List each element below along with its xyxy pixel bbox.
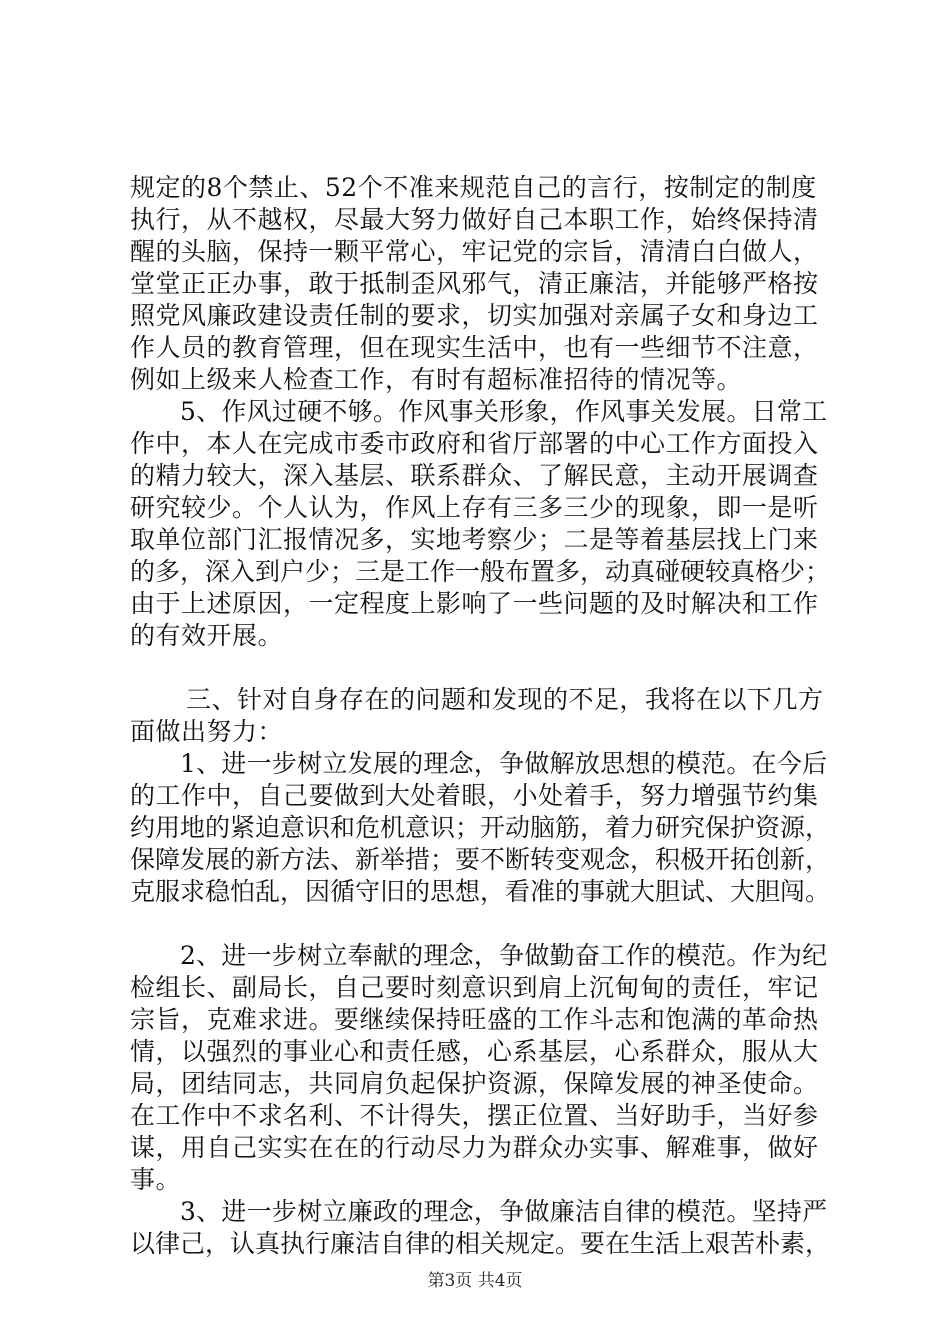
text-line: 取单位部门汇报情况多，实地考察少；二是等着基层找上门来 — [130, 525, 819, 554]
text-line: 三、针对自身存在的问题和发现的不足，我将在以下几方 — [186, 685, 824, 714]
text-line: 由于上述原因，一定程度上影响了一些问题的及时解决和工作 — [130, 589, 819, 618]
section-heading — [130, 684, 830, 748]
text-line: 5、作风过硬不够。作风事关形象，作风事关发展。日常工 — [180, 397, 828, 426]
text-line: 保障发展的新方法、新举措；要不断转变观念，积极开拓创新， — [130, 845, 831, 874]
text-line: 宗旨，克难求进。要继续保持旺盛的工作斗志和饱满的革命热 — [130, 1005, 819, 1034]
text-line — [130, 652, 830, 684]
text-line: 1、进一步树立发展的理念，争做解放思想的模范。在今后 — [180, 749, 828, 778]
paragraph — [130, 940, 830, 1196]
paragraph — [130, 1196, 830, 1260]
paragraph — [130, 748, 830, 908]
text-line: 局，团结同志，共同肩负起保护资源，保障发展的神圣使命。 — [130, 1069, 819, 1098]
text-line: 研究较少。个人认为，作风上存有三多三少的现象，即一是听 — [130, 493, 819, 522]
paragraph — [130, 172, 830, 396]
text-line: 的多，深入到户少；三是工作一般布置多，动真碰硬较真格少； — [130, 557, 831, 586]
text-line: 约用地的紧迫意识和危机意识；开动脑筋，着力研究保护资源， — [130, 813, 831, 842]
paragraph — [130, 396, 830, 684]
body-text — [130, 172, 830, 1260]
text-line: 执行，从不越权，尽最大努力做好自己本职工作，始终保持清 — [130, 205, 819, 234]
text-line: 规定的8个禁止、52个不准来规范自己的言行，按制定的制度 — [130, 173, 817, 202]
text-line: 情，以强烈的事业心和责任感，心系基层，心系群众，服从大 — [130, 1037, 819, 1066]
text-line: 在工作中不求名利、不计得失，摆正位置、当好助手，当好参 — [130, 1101, 819, 1130]
text-line: 的工作中，自己要做到大处着眼，小处着手，努力增强节约集 — [130, 781, 819, 810]
text-line: 面做出努力： — [130, 717, 284, 746]
text-line: 的精力较大，深入基层、联系群众、了解民意，主动开展调查 — [130, 461, 819, 490]
text-line: 3、进一步树立廉政的理念，争做廉洁自律的模范。坚持严 — [180, 1197, 828, 1226]
text-line: 例如上级来人检查工作，有时有超标准招待的情况等。 — [130, 365, 743, 394]
text-line: 事。 — [130, 1165, 182, 1194]
text-line: 2、进一步树立奉献的理念，争做勤奋工作的模范。作为纪 — [180, 941, 828, 970]
text-line: 谋，用自己实实在在的行动尽力为群众办实事、解难事，做好 — [130, 1133, 819, 1162]
text-line: 检组长、副局长，自己要时刻意识到肩上沉甸甸的责任，牢记 — [130, 973, 819, 1002]
text-line: 以律己，认真执行廉洁自律的相关规定。要在生活上艰苦朴素， — [130, 1229, 831, 1258]
blank-line — [130, 908, 830, 940]
text-line: 醒的头脑，保持一颗平常心，牢记党的宗旨，清清白白做人， — [130, 237, 819, 266]
text-line: 作中，本人在完成市委市政府和省厅部署的中心工作方面投入 — [130, 429, 819, 458]
text-line: 的有效开展。 — [130, 621, 284, 650]
text-line: 照党风廉政建设责任制的要求，切实加强对亲属子女和身边工 — [130, 301, 819, 330]
text-line: 作人员的教育管理，但在现实生活中，也有一些细节不注意， — [130, 333, 819, 362]
text-line: 堂堂正正办事，敢于抵制歪风邪气，清正廉洁，并能够严格按 — [130, 269, 819, 298]
text-line: 克服求稳怕乱，因循守旧的思想，看准的事就大胆试、大胆闯。 — [130, 877, 831, 906]
page-number-footer: 第3页 共4页 — [427, 1271, 523, 1291]
